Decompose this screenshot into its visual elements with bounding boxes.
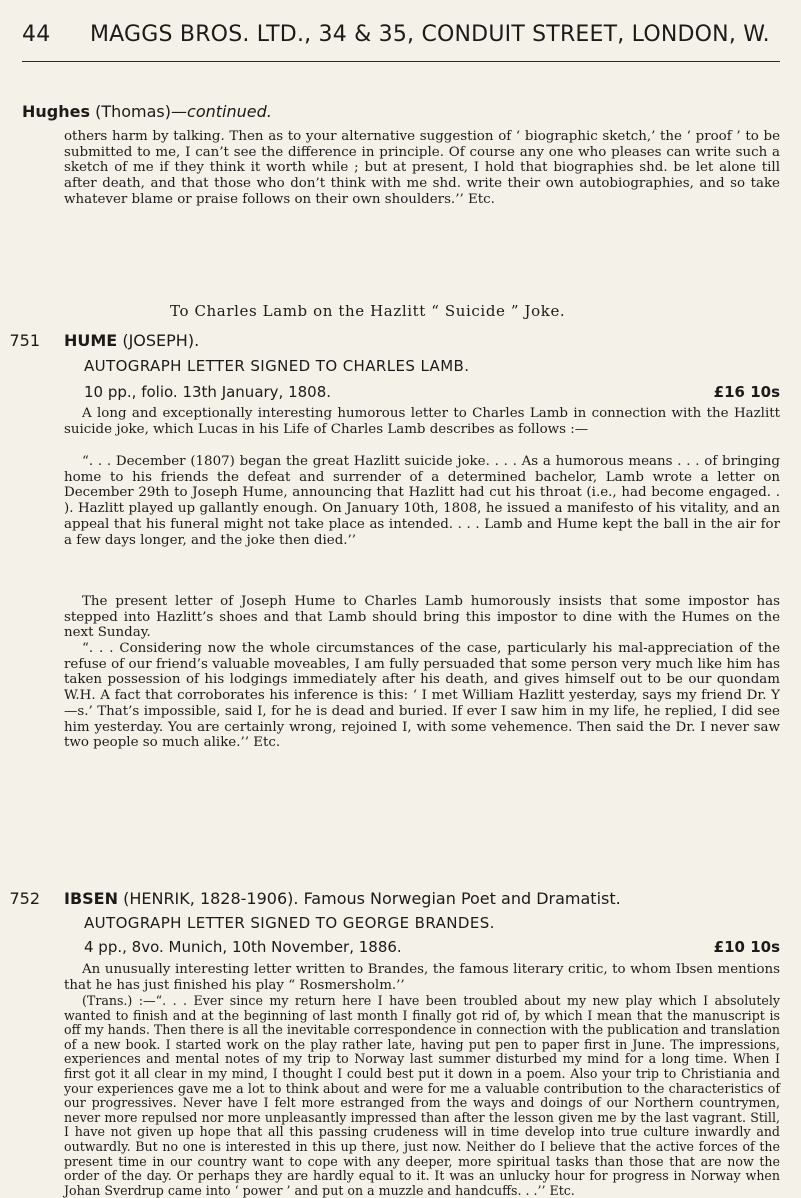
- header-rule: [22, 61, 780, 62]
- lot-format: 4 pp., 8vo. Munich, 10th November, 1886.: [84, 938, 402, 956]
- lot-price: £10 10s: [713, 938, 780, 956]
- lot-paragraph: An unusually interesting letter written to Brandes, the famous literary critic, to whom Ibsen mentions that he has just finished his play “ Rosmersholm.’’: [64, 962, 780, 993]
- lot-subject: (JOSEPH).: [117, 331, 200, 350]
- continued-text: others harm by talking. Then as to your alternative suggestion of ‘ biographic sketch,’ the ‘ proof ’ to be submitted to me, I can’t see the difference in principle. Of course any one who pleases can write such a sketch of me if they think it worth while ; but at present, I hold that biographies shd. be let alone till after death, and that those who don’t think with me shd. write their own autobiographies, and so take whatever blame or praise follows on their own shoulders.’’ Etc.: [64, 129, 780, 207]
- lot-name: HUME: [64, 331, 118, 350]
- continued-heading: [22, 102, 742, 121]
- lot-format: 10 pp., folio. 13th January, 1808.: [84, 383, 332, 401]
- lot-paragraph: “. . . December (1807) began the great Hazlitt suicide joke. . . . As a humorous means . . . of bringing home to his friends the defeat and surrender of a determined bachelor, Lamb wrote a letter on December 29th to Joseph Hume, announcing that Hazlitt had cut his throat (i.e., had become engaged. . ). Hazlitt played up gallantly enough. On January 10th, 1808, he issued a manifesto of his vitality, and an appeal that his funeral might not take place as intended. . . . Lamb and Hume kept the ball in the air for a few days longer, and the joke then died.’’: [64, 454, 780, 548]
- subheading: To Charles Lamb on the Hazlitt “ Suicide ” Joke.: [170, 302, 566, 320]
- lot-paragraph: A long and exceptionally interesting humorous letter to Charles Lamb in connection with the Hazlitt suicide joke, which Lucas in his Life of Charles Lamb describes as follows :—: [64, 406, 780, 437]
- lot-paragraph: (Trans.) :—“. . . Ever since my return here I have been troubled about my new play which I absolutely wanted to finish and at the beginning of last month I finally got rid of, by which I mean that the manuscript is off my hands. Then there is all the inevitable correspondence in connection with the publication and translation of a new book. I started work on the play rather late, having put pen to paper first in June. The impressions, experiences and mental notes of my trip to Norway last summer disturbed my mind for a long time. When I first got it all clear in my mind, I thought I could best put it down in a poem. Also your trip to Christiania and your experiences gave me a lot to think about and were for me a valuable contribution to the characteristics of our progressives. Never have I felt more estranged from the ways and doings of our Northern countrymen, never more repulsed nor more unpleasantly impressed than after the lesson given me by the last vagrant. Still, I have not given up hope that all this passing crudeness will in time develop into true culture inwardly and outwardly. But no one is interested in this up there, just now. Neither do I believe that the active forces of the present time in our country want to cope with any deeper, more spiritual tasks than those that are now the order of the day. Or perhaps they are hardly equal to it. It was an unlucky hour for progress in Norway when Johan Sverdrup came into ‘ power ’ and put on a muzzle and handcuffs. . .’’ Etc.: [64, 993, 780, 1198]
- lot-subject: (HENRIK, 1828-1906). Famous Norwegian Poet and Dramatist.: [118, 889, 621, 908]
- lot-paragraph: “. . . Considering now the whole circumstances of the case, particularly his mal-appreciation of the refuse of our friend’s valuable moveables, I am fully persuaded that some person very much like him has taken possession of his lodgings immediately after his death, and gives himself out to be our quondam W.H. A fact that corroborates his inference is this: ‘ I met William Hazlitt yesterday, says my friend Dr. Y—s.’ That’s impossible, said I, for he is dead and buried. If ever I saw him in my life, he replied, I did see him yesterday. You are certainly wrong, rejoined I, with some vehemence. Then said the Dr. I never saw two people so much alike.’’ Etc.: [64, 641, 780, 751]
- lot-meta: [84, 383, 780, 401]
- lot-name: IBSEN: [64, 889, 118, 908]
- lot-number: 751: [9, 331, 40, 350]
- lot-heading: [64, 889, 784, 908]
- lot-title: AUTOGRAPH LETTER SIGNED TO GEORGE BRANDES.: [84, 914, 495, 932]
- lot-heading: [64, 331, 784, 350]
- continued-note: —continued.: [171, 102, 272, 121]
- continued-name: Hughes: [22, 102, 90, 121]
- lot-price: £16 10s: [713, 383, 780, 401]
- page-number: 44: [22, 22, 51, 47]
- lot-number: 752: [9, 889, 40, 908]
- page-header: [22, 22, 782, 47]
- continued-subject: (Thomas): [95, 102, 172, 121]
- lot-paragraph: The present letter of Joseph Hume to Charles Lamb humorously insists that some impostor has stepped into Hazlitt’s shoes and that Lamb should bring this impostor to dine with the Humes on the next Sunday.: [64, 594, 780, 641]
- lot-meta: [84, 938, 780, 956]
- lot-title: AUTOGRAPH LETTER SIGNED TO CHARLES LAMB.: [84, 357, 470, 375]
- header-title: MAGGS BROS. LTD., 34 & 35, CONDUIT STREET, LONDON, W.: [90, 22, 770, 47]
